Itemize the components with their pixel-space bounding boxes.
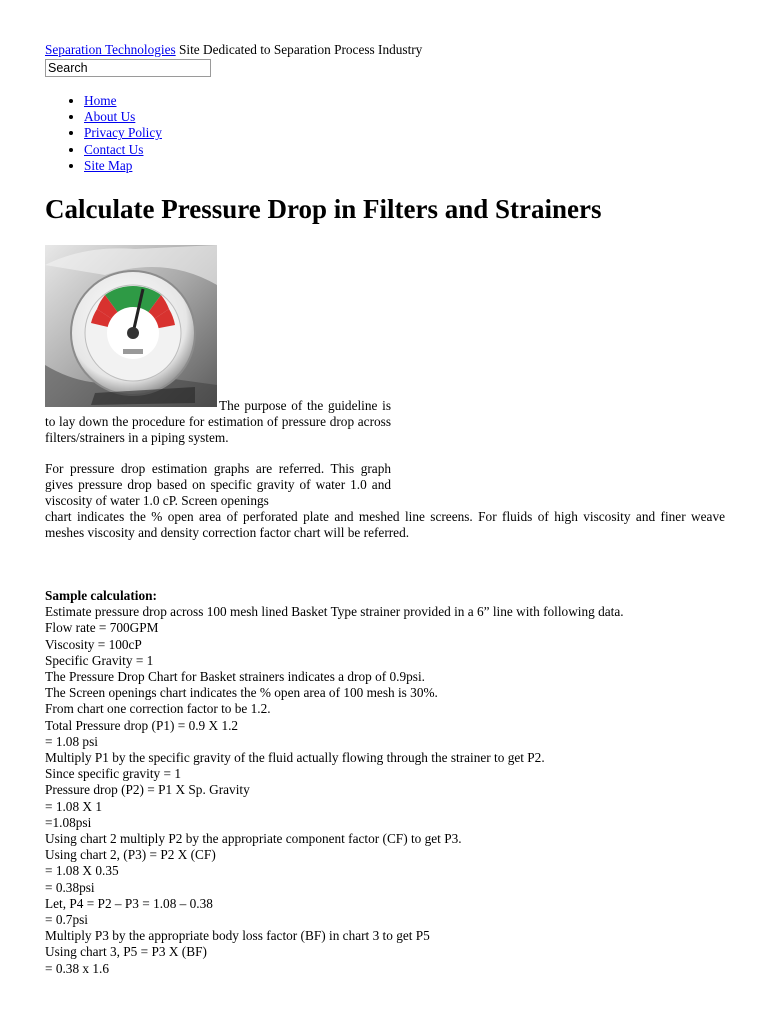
calc-line: Let, P4 = P2 – P3 = 1.08 – 0.38 [45, 895, 213, 911]
nav-item-sitemap [84, 158, 162, 174]
calc-line: Total Pressure drop (P1) = 0.9 X 1.2 [45, 717, 239, 733]
calc-line: = 1.08 X 1 [45, 798, 102, 814]
article-body [45, 245, 725, 542]
sample-heading: Sample calculation: [45, 588, 157, 603]
calc-line: = 1.08 psi [45, 733, 98, 749]
calc-line: Multiply P3 by the appropriate body loss factor (BF) in chart 3 to get P5 [45, 928, 430, 944]
nav-link-contact[interactable]: Contact Us [84, 141, 144, 157]
main-nav [45, 93, 162, 174]
graph-paragraph-continued: chart indicates the % open area of perforated plate and meshed line screens. For fluids of high viscosity and finer weave meshes viscosity and density correction factor chart will be referred. [45, 509, 725, 541]
calc-line: Flow rate = 700GPM [45, 620, 159, 636]
pressure-gauge-image [45, 245, 217, 407]
page-title: Calculate Pressure Drop in Filters and Strainers [45, 194, 602, 224]
calc-line: Since specific gravity = 1 [45, 766, 181, 782]
calc-line: Using chart 3, P5 = P3 X (BF) [45, 944, 207, 960]
graph-paragraph: For pressure drop estimation graphs are referred. This graph gives pressure drop based on specific gravity of water 1.0 and viscosity of water 1.0 cP. Screen openings [45, 460, 391, 509]
calc-line: Multiply P1 by the specific gravity of the fluid actually flowing through the strainer to get P2. [45, 750, 545, 766]
calc-line: Using chart 2 multiply P2 by the appropriate component factor (CF) to get P3. [45, 831, 462, 847]
nav-link-sitemap[interactable]: Site Map [84, 157, 133, 173]
calc-line: The Screen openings chart indicates the % open area of 100 mesh is 30%. [45, 685, 438, 701]
pressure-gauge-icon [45, 245, 217, 407]
sample-calculation [45, 588, 735, 977]
calc-line: From chart one correction factor to be 1.2. [45, 701, 271, 717]
site-header [45, 42, 422, 58]
calc-line: = 0.38 x 1.6 [45, 960, 110, 976]
calc-line: Using chart 2, (P3) = P2 X (CF) [45, 847, 216, 863]
calc-line: = 0.38psi [45, 879, 95, 895]
nav-link-privacy[interactable]: Privacy Policy [84, 125, 162, 141]
nav-item-contact [84, 142, 162, 158]
calc-line: = 0.7psi [45, 912, 88, 928]
intro-paragraph: The purpose of the guideline is to lay down the procedure for estimation of pressure drop across filters/strainers in a piping system. [45, 398, 391, 446]
calc-line: Pressure drop (P2) = P1 X Sp. Gravity [45, 782, 250, 798]
nav-link-home[interactable]: Home [84, 93, 117, 108]
site-title-link[interactable]: Separation Technologies [45, 42, 176, 57]
nav-item-home [84, 93, 162, 109]
calc-line: =1.08psi [45, 814, 92, 830]
search-input[interactable]: Search [45, 59, 211, 77]
calc-line: Viscosity = 100cP [45, 636, 142, 652]
calc-line: The Pressure Drop Chart for Basket strainers indicates a drop of 0.9psi. [45, 669, 425, 685]
calc-line: = 1.08 X 0.35 [45, 863, 119, 879]
calc-line: Estimate pressure drop across 100 mesh lined Basket Type strainer provided in a 6” line with following data. [45, 604, 624, 620]
nav-link-about[interactable]: About Us [84, 109, 136, 125]
nav-item-privacy [84, 125, 162, 141]
site-description: Site Dedicated to Separation Process Industry [178, 42, 423, 57]
calc-line: Specific Gravity = 1 [45, 652, 154, 668]
nav-item-about [84, 109, 162, 125]
